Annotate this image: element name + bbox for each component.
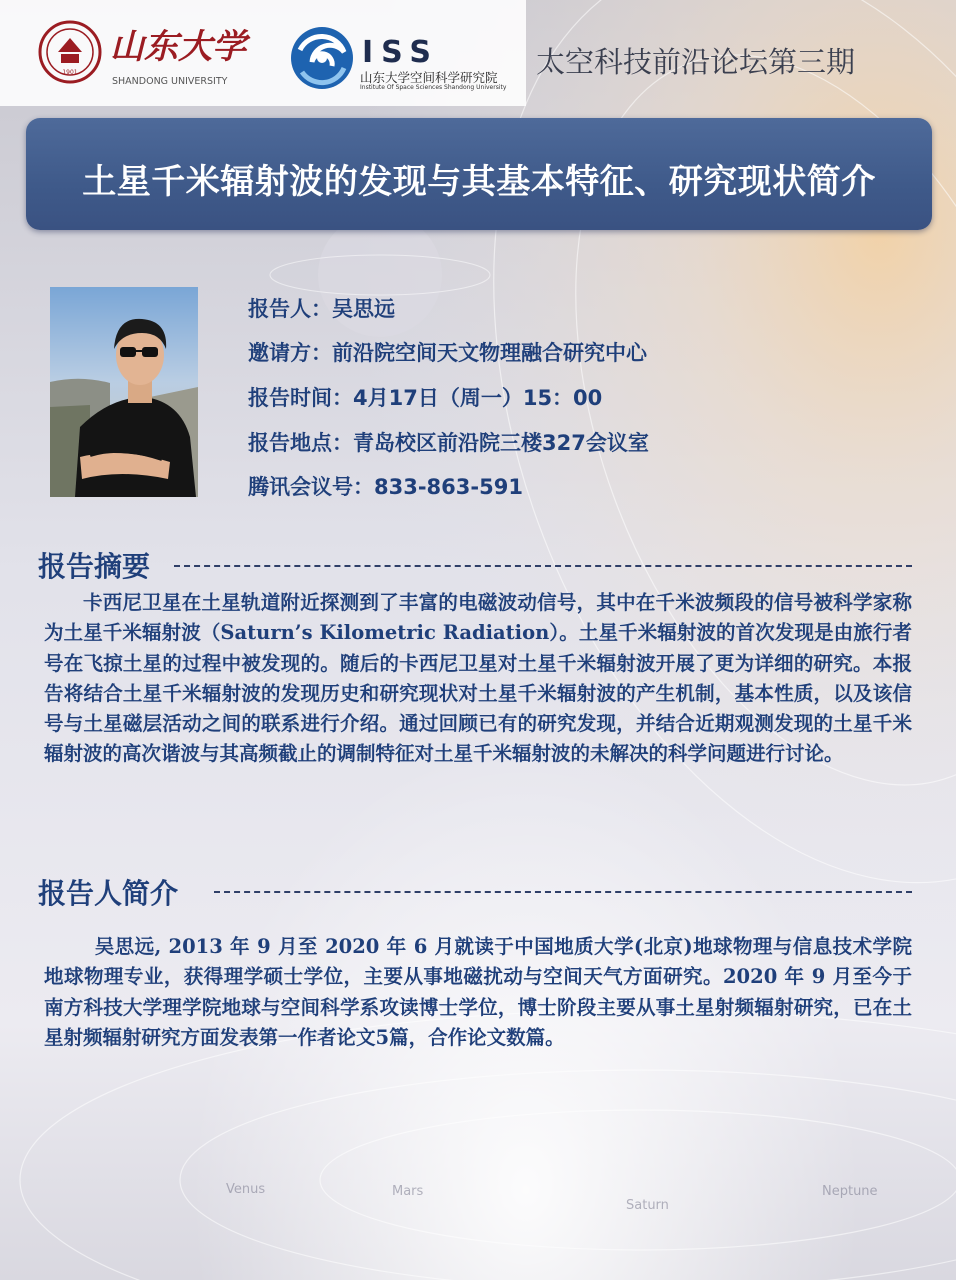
talk-title: 土星千米辐射波的发现与其基本特征、研究现状简介 (82, 162, 876, 202)
meeting-id-line: 腾讯会议号：833-863-591 (248, 475, 523, 499)
shandong-university-logo (0, 0, 262, 106)
svg-text:山东大学: 山东大学 (110, 27, 246, 67)
bio-heading: 报告人简介 (38, 877, 179, 910)
speaker-line: 报告人：吴思远 (248, 297, 395, 321)
planet-label-venus: Venus (226, 1182, 266, 1197)
location-line: 报告地点：青岛校区前沿院三楼327会议室 (248, 431, 649, 455)
iss-name-en: Institute Of Space Sciences Shandong University (360, 84, 507, 91)
forum-title: 太空科技前沿论坛第三期 (536, 45, 856, 79)
planet-label-neptune: Neptune (822, 1184, 878, 1199)
svg-text:1901: 1901 (62, 69, 78, 76)
title-banner (26, 118, 932, 230)
iss-name-cn: 山东大学空间科学研究院 (360, 70, 498, 85)
planet-label-mars: Mars (392, 1184, 424, 1199)
abstract-heading: 报告摘要 (38, 550, 151, 583)
speaker-photo (50, 287, 198, 497)
bio-body: 吴思远, 2013 年 9 月至 2020 年 6 月就读于中国地质大学(北京)地球物理与信息技术学院地球物理专业，获得理学硕士学位，主要从事地磁扰动与空间天气方面研究。2020 年 9 月至今于南方科技大学理学院地球与空间科学系攻读博士学位，博士阶段主要从事土星射频辐射研究，已在土星射频辐射研究方面发表第一作者论文5篇，合作论文数篇。 (44, 935, 912, 1049)
bio-divider (214, 891, 912, 893)
planet-label-saturn: Saturn (626, 1198, 669, 1213)
inviter-line: 邀请方：前沿院空间天文物理融合研究中心 (248, 341, 647, 365)
svg-text:SHANDONG UNIVERSITY: SHANDONG UNIVERSITY (112, 76, 228, 87)
iss-swirl-icon (291, 27, 353, 89)
time-line: 报告时间：4月17日（周一）15：00 (248, 386, 603, 410)
abstract-body: 卡西尼卫星在土星轨道附近探测到了丰富的电磁波动信号，其中在千米波频段的信号被科学家称为土星千米辐射波（Saturn’s Kilometric Radiation）。土星千米辐射波的首次发现是由旅行者号在飞掠土星的过程中被发现的。随后的卡西尼卫星对土星千米辐射波开展了更为详细的研究。本报告将结合土星千米辐射波的发现历史和研究现状对土星千米辐射波的产生机制，基本性质，以及该信号与土星磁层活动之间的联系进行介绍。通过回顾已有的研究发现，并结合近期观测发现的土星千米辐射波的高次谐波与其高频截止的调制特征对土星千米辐射波的未解决的科学问题进行讨论。 (44, 591, 912, 766)
abstract-divider (174, 565, 912, 567)
svg-text:ISS: ISS (362, 35, 440, 70)
